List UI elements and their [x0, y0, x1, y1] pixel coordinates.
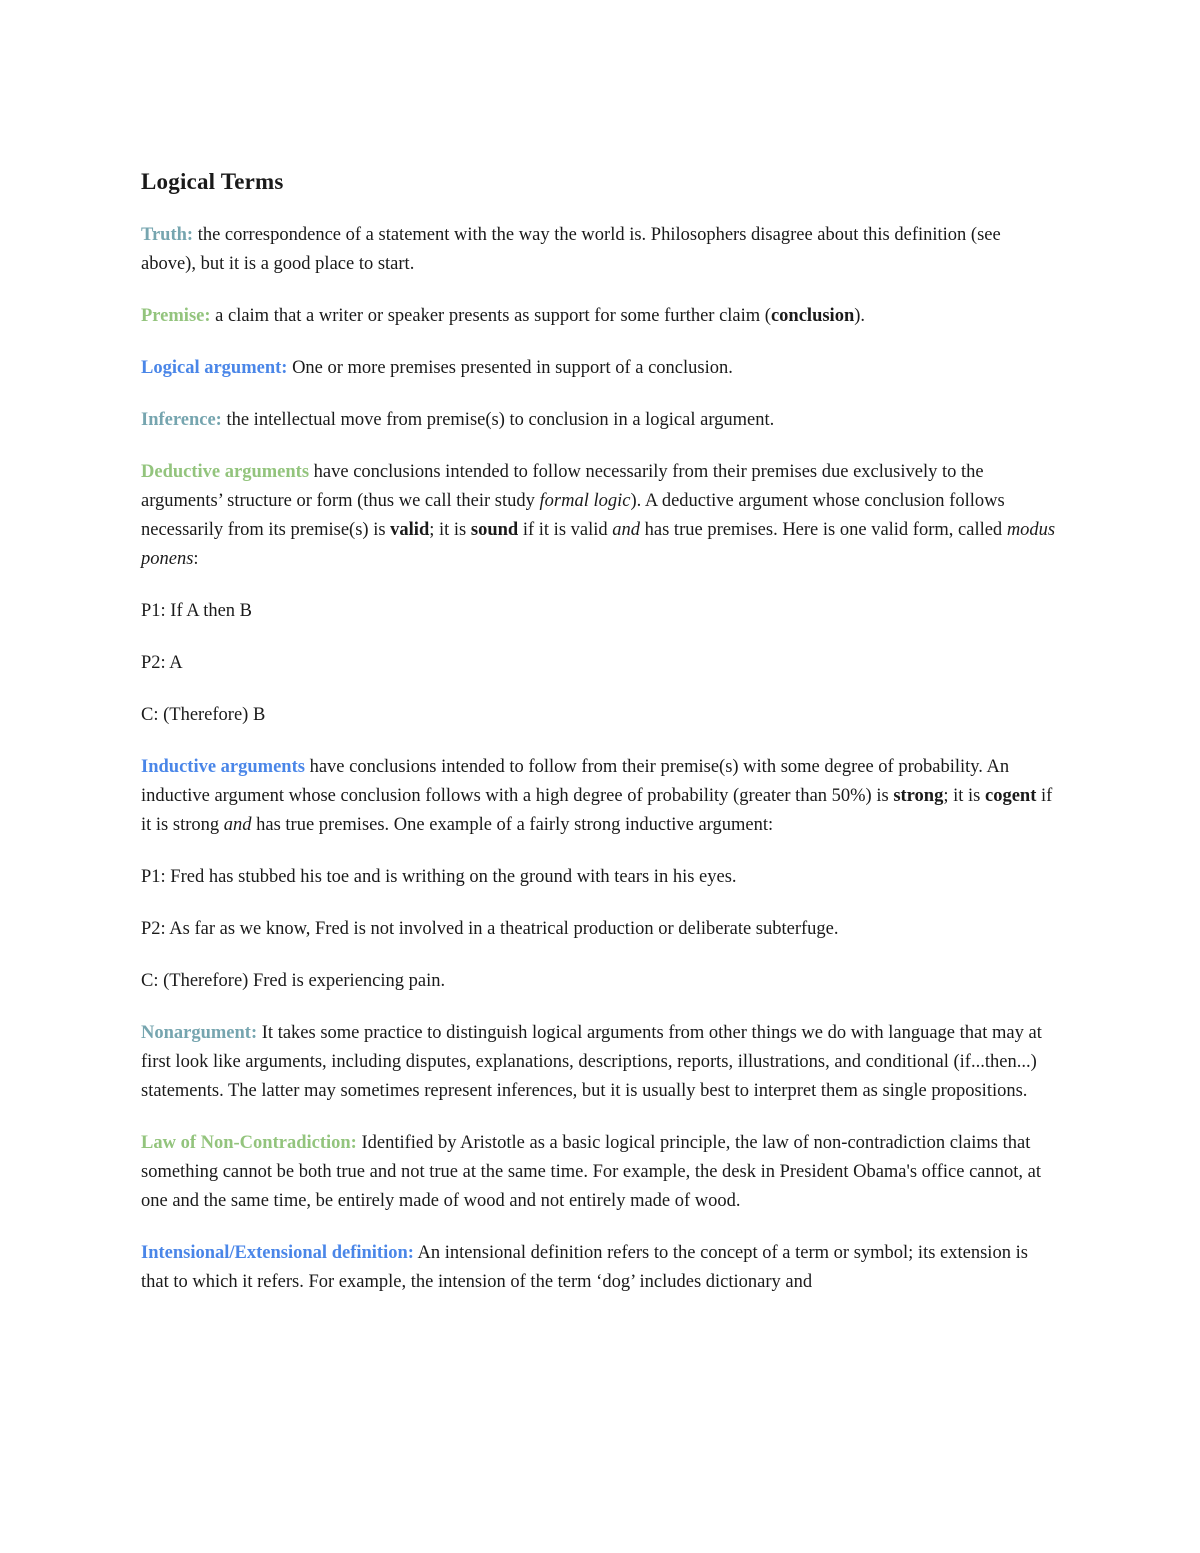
inductive-text: if it is strong [141, 786, 1053, 835]
nonargument-definition [141, 1019, 1060, 1106]
inductive-example-line: P1: Fred has stubbed his toe and is writhing on the ground with tears in his eyes. [141, 867, 737, 887]
non-contradiction-text: Identified by Aristotle as a basic logical principle, the law of non-contradiction claims that something cannot be both true and not true at the same time. For example, the desk in President Obama's office cannot, at one and the same time, be entirely made of wood and not entirely made of wood. [141, 1133, 1041, 1211]
premise-text: a claim that a writer or speaker presents as support for some further claim ( [210, 306, 771, 326]
deductive-text: have conclusions intended to follow necessarily from their premises due exclusively to the arguments’ structure or form (thus we call their study [141, 462, 984, 511]
nonargument-text: It takes some practice to distinguish logical arguments from other things we do with language that may at first look like arguments, including disputes, explanations, descriptions, reports, illustrations, and conditional (if...then...) statements. The latter may sometimes represent inferences, but it is usually best to interpret them as single propositions. [141, 1023, 1042, 1101]
inductive-text: ; it is [943, 786, 985, 806]
deductive-text: if it is valid [518, 520, 613, 540]
inductive-example-line: C: (Therefore) Fred is experiencing pain. [141, 971, 446, 991]
truth-term: Truth: [141, 225, 194, 245]
nonargument-term: Nonargument: [141, 1023, 258, 1043]
logical-argument-definition [141, 354, 1060, 383]
non-contradiction-definition [141, 1129, 1060, 1216]
and-italic: and [612, 520, 641, 540]
and-italic: and [223, 815, 252, 835]
logical-argument-text: One or more premises presented in support of a conclusion. [287, 358, 733, 378]
deductive-text: : [193, 549, 199, 569]
deductive-definition [141, 458, 1060, 574]
inference-text: the intellectual move from premise(s) to conclusion in a logical argument. [221, 410, 775, 430]
deductive-text: ). A deductive argument whose conclusion follows necessarily from its premise(s) is [141, 491, 1005, 540]
premise-text-end: ). [854, 306, 866, 326]
intensional-definition [141, 1239, 1060, 1297]
formal-logic-italic: formal logic [539, 491, 631, 511]
deductive-term: Deductive arguments [141, 462, 310, 482]
page-title: Logical Terms [141, 169, 284, 194]
inference-term: Inference: [141, 410, 222, 430]
premise-term: Premise: [141, 306, 211, 326]
inference-definition [141, 406, 1060, 435]
deductive-text: has true premises. Here is one valid form, called [640, 520, 1007, 540]
logical-argument-term: Logical argument: [141, 358, 288, 378]
inductive-text: has true premises. One example of a fairly strong inductive argument: [251, 815, 774, 835]
premise-definition [141, 302, 1060, 331]
inductive-example-line: P2: As far as we know, Fred is not involved in a theatrical production or deliberate subterfuge. [141, 919, 839, 939]
modus-ponens-italic: modus ponens [141, 520, 1056, 569]
modus-ponens-line: P1: If A then B [141, 601, 253, 621]
intensional-text: An intensional definition refers to the concept of a term or symbol; its extension is that to which it refers. For example, the intension of the term ‘dog’ includes dictionary and [141, 1243, 1028, 1292]
non-contradiction-term: Law of Non-Contradiction: [141, 1133, 357, 1153]
deductive-text: ; it is [429, 520, 471, 540]
intensional-term: Intensional/Extensional definition: [141, 1243, 414, 1263]
truth-text: the correspondence of a statement with the way the world is. Philosophers disagree about this definition (see above), but it is a good place to start. [141, 225, 1001, 274]
strong-bold: strong [893, 786, 944, 806]
modus-ponens-line: P2: A [141, 653, 183, 673]
premise-bold-conclusion: conclusion [770, 306, 855, 326]
inductive-term: Inductive arguments [141, 757, 305, 777]
sound-bold: sound [470, 520, 519, 540]
valid-bold: valid [390, 520, 430, 540]
cogent-bold: cogent [984, 786, 1037, 806]
inductive-text: have conclusions intended to follow from their premise(s) with some degree of probability. An inductive argument whose conclusion follows with a high degree of probability (greater than 50%) is [141, 757, 1010, 806]
inductive-definition [141, 753, 1060, 840]
modus-ponens-line: C: (Therefore) B [141, 705, 266, 725]
truth-definition [141, 221, 1060, 279]
